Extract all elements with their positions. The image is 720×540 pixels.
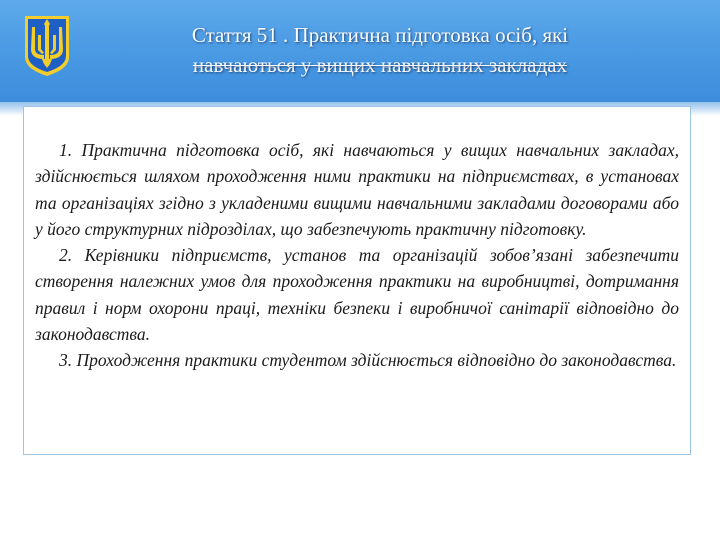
article-paragraph-3: 3. Проходження практики студентом здійснюється відповідно до законодавства.: [59, 350, 677, 371]
page-title: [100, 20, 660, 80]
article-paragraph-2: 2. Керівники підприємств, установ та організацій зобов’язані забезпечити створення належних умов для проходження практики на виробництві, дотримання правил і норм охорони праці, техніки безпеки і виробничої санітарії відповідно до законодавства.: [35, 245, 679, 345]
header-bar: [0, 0, 720, 102]
article-paragraph-1: 1. Практична підготовка осіб, які навчаються у вищих навчальних закладах, здійснюється шляхом проходження ними практики на підприємствах, в установах та організаціях згідно з укладеними вищими навчальними закладами договорами або у його структурних підрозділах, що забезпечують практичну підготовку.: [35, 140, 679, 239]
title-line-2: навчаються у вищих навчальних закладах: [192, 53, 568, 77]
title-line-1: Стаття 51 . Практична підготовка осіб, які: [191, 23, 569, 47]
ukraine-trident-emblem-icon: [22, 13, 72, 79]
article-text-box: [23, 106, 691, 455]
